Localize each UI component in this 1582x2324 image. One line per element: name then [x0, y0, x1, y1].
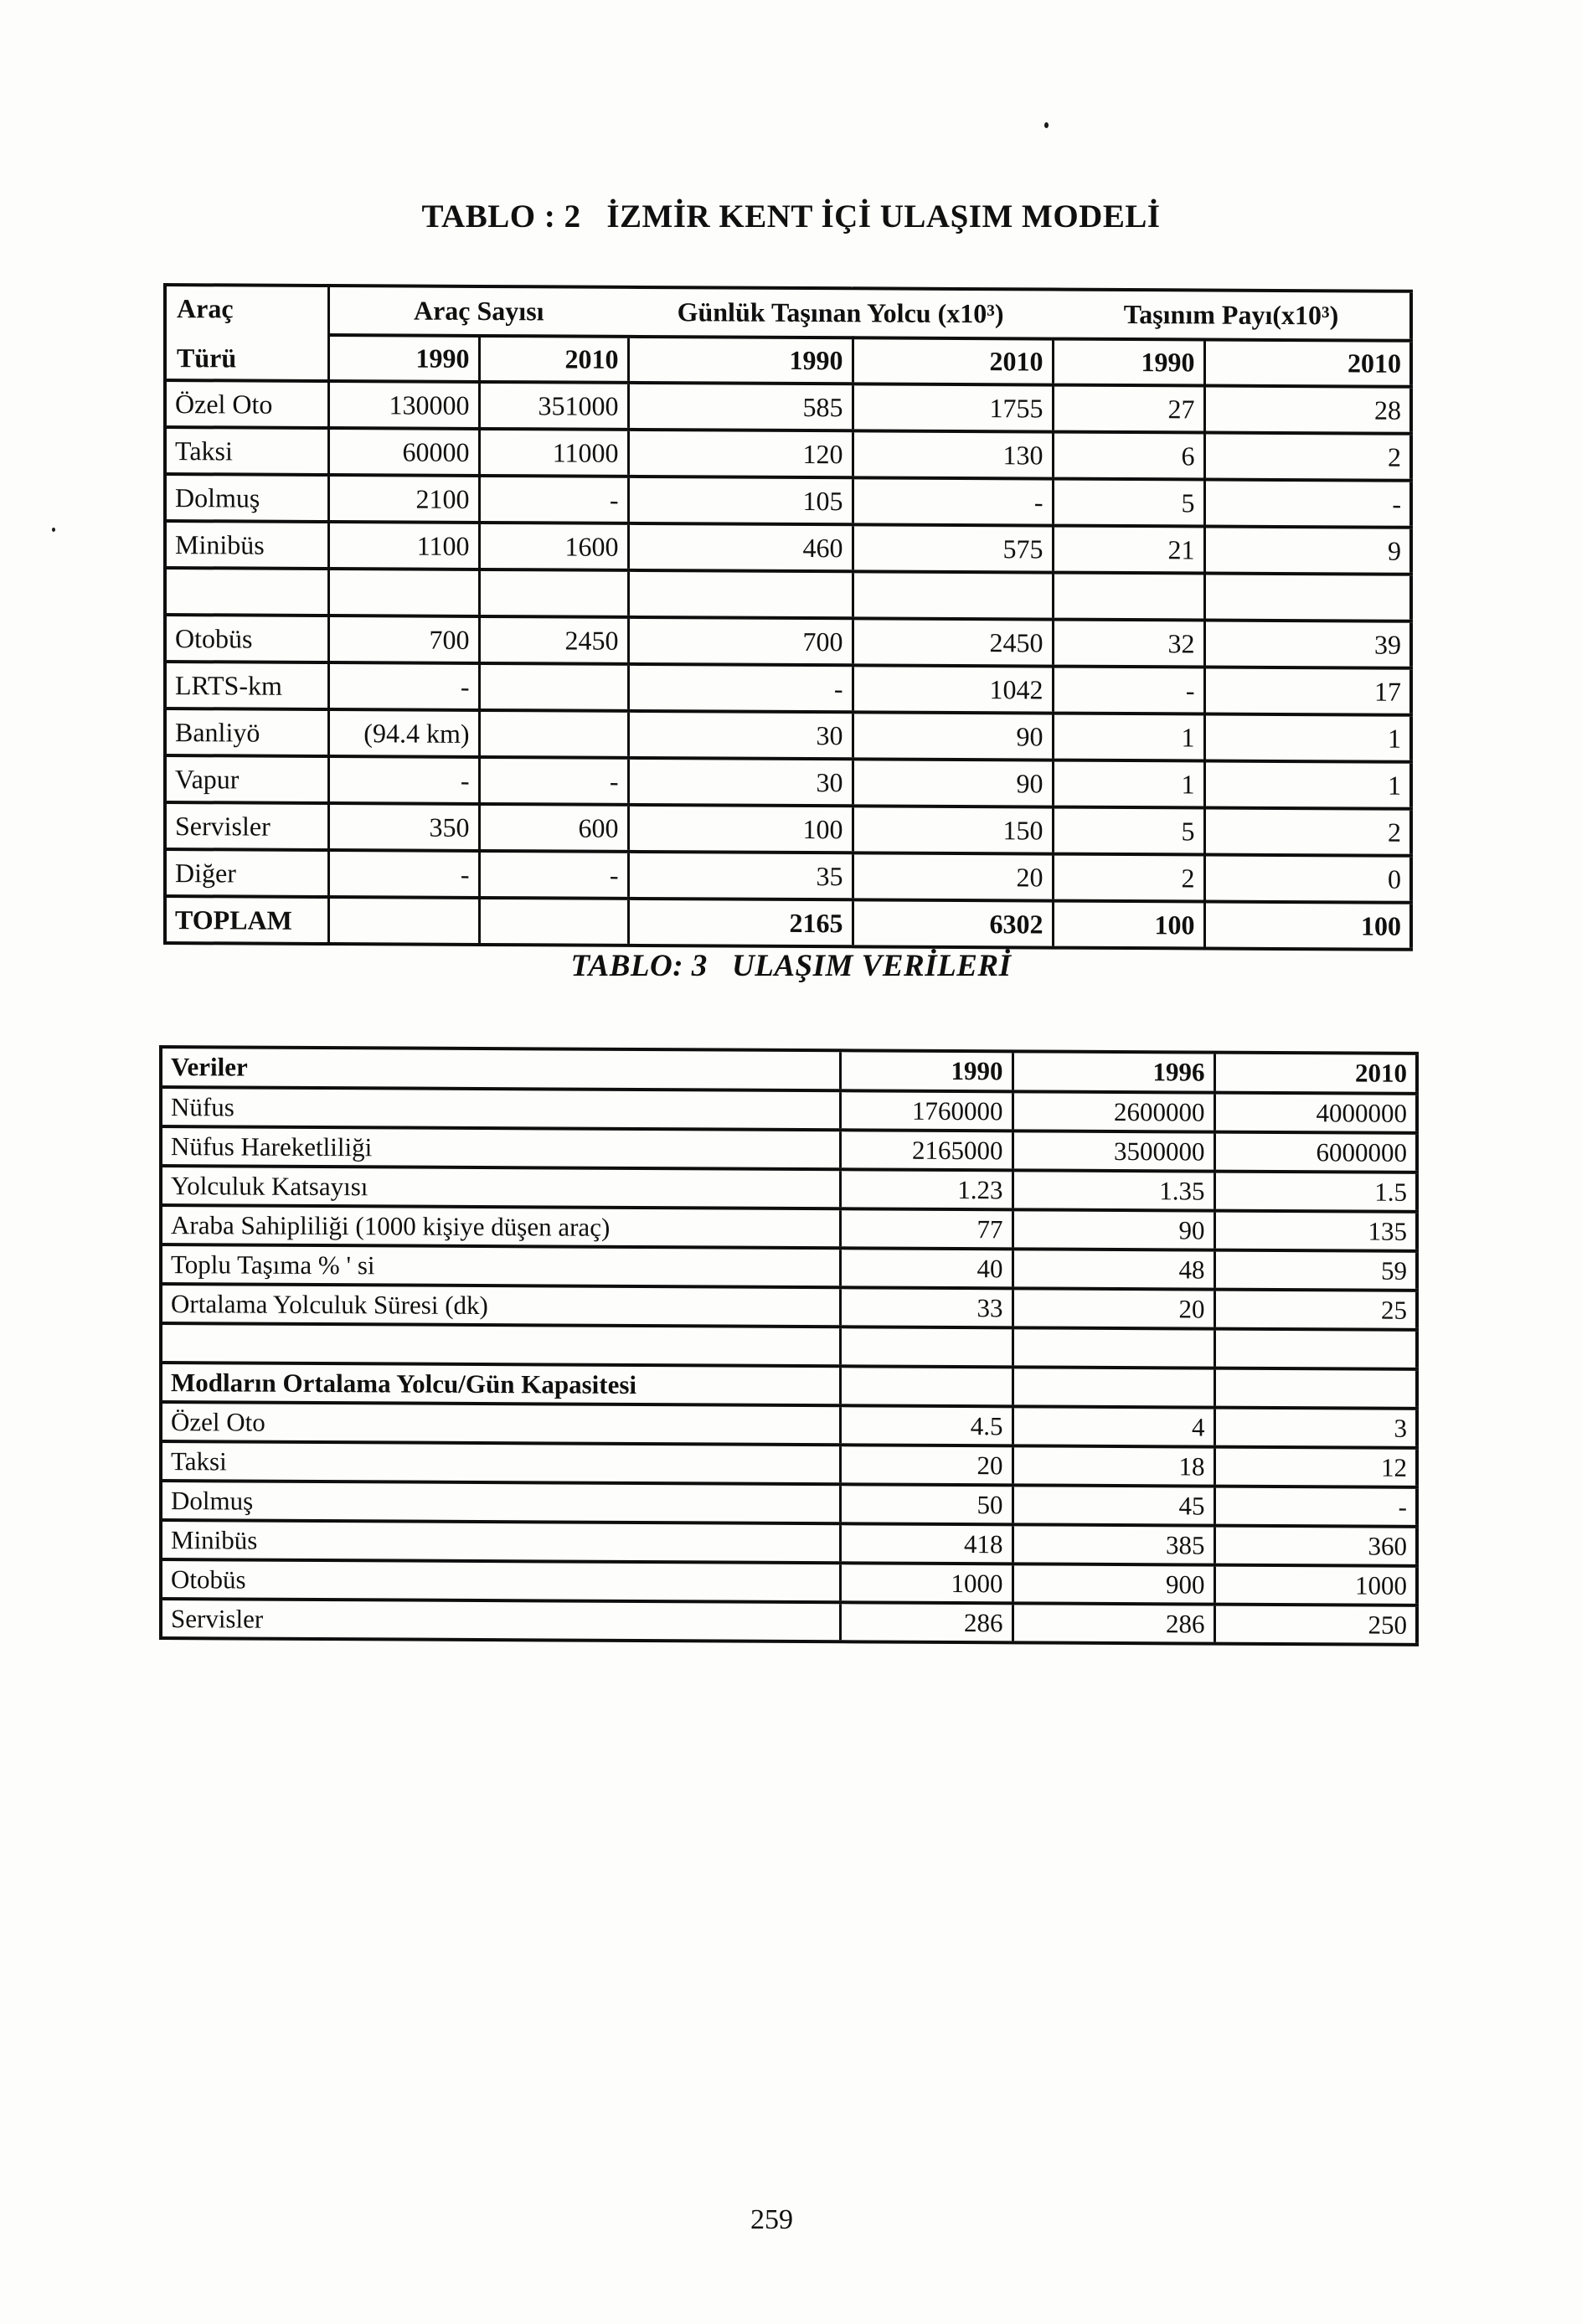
table-cell: 27	[1053, 385, 1204, 433]
table-cell: 5	[1053, 807, 1204, 855]
table-cell	[1053, 573, 1204, 621]
table-cell: 700	[328, 616, 479, 663]
table-row	[165, 521, 1411, 575]
table-cell: 2	[1053, 854, 1204, 902]
row-label	[165, 568, 328, 616]
row-label: Modların Ortalama Yolcu/Gün Kapasitesi	[161, 1363, 840, 1405]
table-cell: 585	[628, 383, 853, 430]
table-cell: 28	[1204, 386, 1411, 434]
group-header-share: Taşınım Payı(x10³)	[1053, 290, 1411, 341]
table-cell: 2165	[628, 899, 853, 946]
table-cell: 460	[628, 523, 853, 571]
table-row	[161, 1599, 1417, 1645]
table-cell: 350	[328, 803, 479, 851]
table-cell: 600	[479, 804, 628, 852]
row-label: Taksi	[161, 1441, 840, 1484]
table-cell	[479, 898, 628, 946]
table-cell: 2450	[479, 616, 628, 664]
row-label: Otobüs	[161, 1559, 840, 1602]
table-row	[161, 1520, 1417, 1566]
table-cell	[1214, 1329, 1417, 1369]
table-cell: 2600000	[1013, 1091, 1214, 1131]
table-cell: 12	[1214, 1447, 1417, 1487]
year-header: 1990	[628, 337, 853, 384]
table-cell: -	[1214, 1487, 1417, 1527]
row-label: Nüfus	[161, 1087, 840, 1130]
table-cell	[479, 663, 628, 711]
table-cell: 3	[1214, 1408, 1417, 1448]
table-cell: 90	[1013, 1209, 1214, 1250]
table-cell: -	[328, 662, 479, 710]
row-label: Taksi	[165, 427, 328, 475]
group-header-vehicle-count: Araç Sayısı	[328, 286, 628, 337]
table-cell: 4	[1013, 1406, 1214, 1446]
table-cell: 21	[1053, 526, 1204, 574]
table-row	[165, 474, 1411, 528]
table-row	[165, 427, 1411, 481]
table-cell	[328, 569, 479, 616]
table-cell: 20	[1013, 1288, 1214, 1328]
corner-label-line2: Türü	[177, 343, 237, 374]
table-cell	[1013, 1327, 1214, 1368]
table-cell	[1204, 574, 1411, 621]
table-cell: 1000	[840, 1563, 1013, 1603]
table-cell: 418	[840, 1523, 1013, 1564]
table-row	[165, 802, 1411, 856]
year-header: 2010	[1204, 340, 1411, 387]
row-label: Yolculuk Katsayısı	[161, 1166, 840, 1208]
row-label: Vapur	[165, 755, 328, 803]
table-row	[165, 755, 1411, 809]
transport-data-table	[159, 1045, 1419, 1646]
table-row	[161, 1559, 1417, 1605]
row-label: Ortalama Yolculuk Süresi (dk)	[161, 1284, 840, 1327]
table-cell: 120	[628, 430, 853, 477]
table-cell: 5	[1053, 479, 1204, 527]
table-cell: 4.5	[840, 1405, 1013, 1445]
data-header: Veriler	[161, 1047, 840, 1090]
row-label: LRTS-km	[165, 662, 328, 709]
row-label: Banliyö	[165, 709, 328, 756]
row-label: Araba Sahipliliği (1000 kişiye düşen araç)	[161, 1205, 840, 1248]
table-row	[161, 1087, 1417, 1133]
row-label: Toplu Taşıma % ' si	[161, 1244, 840, 1287]
row-label: Servisler	[161, 1599, 840, 1641]
table-cell: -	[853, 477, 1053, 525]
table-cell: 60000	[328, 428, 479, 476]
table-cell: 48	[1013, 1249, 1214, 1289]
table-row	[161, 1402, 1417, 1448]
table-cell: -	[479, 476, 628, 523]
table-cell: -	[328, 850, 479, 898]
table-cell	[853, 571, 1053, 619]
table-cell: 3500000	[1013, 1131, 1214, 1171]
table-cell	[840, 1327, 1013, 1367]
page-number: 259	[750, 2204, 793, 2235]
scan-speck	[52, 528, 55, 532]
table-cell: 59	[1214, 1250, 1417, 1291]
table-row	[161, 1166, 1417, 1212]
table-cell: 1600	[479, 523, 628, 570]
row-label: Nüfus Hareketliliği	[161, 1126, 840, 1169]
table-cell: 100	[1053, 901, 1204, 949]
table-cell: 39	[1204, 621, 1411, 668]
table-cell: 1000	[1214, 1565, 1417, 1605]
year-header: 2010	[1214, 1053, 1417, 1094]
table-cell: (94.4 km)	[328, 709, 479, 757]
table-cell: 20	[840, 1445, 1013, 1485]
table-cell: -	[479, 757, 628, 805]
table-cell: 11000	[479, 429, 628, 477]
table-cell: 1.5	[1214, 1172, 1417, 1212]
table-cell: 30	[628, 758, 853, 806]
year-header: 2010	[479, 336, 628, 383]
izmir-transport-model-table	[163, 283, 1413, 951]
table-cell: 130000	[328, 381, 479, 429]
table-row	[161, 1323, 1417, 1369]
corner-label-line1: Araç	[177, 293, 234, 324]
corner-header-cell	[165, 285, 328, 381]
table-cell: 1	[1053, 760, 1204, 808]
table-cell: 6302	[853, 899, 1053, 947]
row-label: Dolmuş	[161, 1481, 840, 1523]
table-row	[161, 1441, 1417, 1487]
table-cell: 286	[1013, 1603, 1214, 1643]
table-cell	[479, 710, 628, 758]
table-cell: 1.35	[1013, 1170, 1214, 1210]
table-cell: 100	[628, 805, 853, 853]
table-row	[161, 1363, 1417, 1409]
year-header: 1990	[1053, 339, 1204, 386]
table-cell: 33	[840, 1287, 1013, 1327]
table-cell	[628, 570, 853, 618]
table-row	[161, 1244, 1417, 1291]
table-cell: 2450	[853, 618, 1053, 666]
table-cell: 90	[853, 712, 1053, 760]
row-label: Dolmuş	[165, 474, 328, 522]
table-cell: 150	[853, 806, 1053, 853]
table-cell: 25	[1214, 1290, 1417, 1330]
table-cell: 30	[628, 711, 853, 759]
table-cell	[328, 897, 479, 945]
table-3-title: TABLO: 3 ULAŞIM VERİLERİ	[570, 949, 1012, 983]
table-cell: -	[1204, 480, 1411, 528]
table-cell: 32	[1053, 620, 1204, 667]
table-cell: 1.23	[840, 1169, 1013, 1209]
table-cell: 2100	[328, 475, 479, 523]
table-cell: 6	[1053, 432, 1204, 480]
table-cell: 1760000	[840, 1090, 1013, 1131]
table-cell: 135	[1214, 1211, 1417, 1251]
row-label	[161, 1323, 840, 1366]
table-cell: 2	[1204, 808, 1411, 856]
table-cell: 700	[628, 617, 853, 665]
table-cell: 286	[840, 1602, 1013, 1642]
table-cell: 50	[840, 1484, 1013, 1524]
table-cell: 2165000	[840, 1130, 1013, 1170]
table-cell: 4000000	[1214, 1093, 1417, 1133]
row-label: Servisler	[165, 802, 328, 850]
table-row	[165, 380, 1411, 434]
table-header-row	[165, 285, 1411, 341]
table-cell: 90	[853, 759, 1053, 806]
table-cell: 18	[1013, 1445, 1214, 1486]
table-cell: 1755	[853, 384, 1053, 431]
year-header: 2010	[853, 338, 1053, 384]
table-cell: -	[1053, 667, 1204, 714]
table-cell: 2	[1204, 433, 1411, 481]
table-row	[165, 709, 1411, 762]
table-year-row	[165, 334, 1411, 387]
table-cell: -	[479, 851, 628, 899]
table-cell: 77	[840, 1208, 1013, 1249]
table-2-title: TABLO : 2 İZMİR KENT İÇİ ULAŞIM MODELİ	[421, 198, 1161, 234]
table-cell: 250	[1214, 1605, 1417, 1645]
table-cell	[479, 569, 628, 617]
table-row	[165, 615, 1411, 668]
table-cell: 0	[1204, 855, 1411, 903]
table-cell: 100	[1204, 902, 1411, 950]
row-label: Otobüs	[165, 615, 328, 662]
row-label: Minibüs	[161, 1520, 840, 1563]
year-header: 1990	[840, 1050, 1013, 1091]
row-label: Diğer	[165, 849, 328, 897]
table-row	[165, 568, 1411, 621]
table-cell: 20	[853, 853, 1053, 900]
table-cell: 1	[1204, 714, 1411, 762]
table-header-row	[161, 1047, 1417, 1094]
scan-speck	[1044, 122, 1049, 128]
table-row	[165, 896, 1411, 950]
year-header: 1990	[328, 335, 479, 382]
row-label: Özel Oto	[165, 380, 328, 428]
table-cell: 385	[1013, 1524, 1214, 1564]
table-cell: 40	[840, 1248, 1013, 1288]
table-cell: 900	[1013, 1564, 1214, 1604]
table-cell: 1	[1204, 761, 1411, 809]
table-cell: 1100	[328, 522, 479, 569]
table-cell: 360	[1214, 1526, 1417, 1566]
table-cell: -	[628, 664, 853, 712]
table-row	[161, 1205, 1417, 1251]
table-row	[161, 1284, 1417, 1330]
table-cell: 351000	[479, 382, 628, 430]
table-cell: 17	[1204, 667, 1411, 715]
table-cell	[840, 1366, 1013, 1406]
table-cell: 6000000	[1214, 1132, 1417, 1172]
table-cell: 45	[1013, 1485, 1214, 1525]
table-row	[161, 1481, 1417, 1527]
row-label: Özel Oto	[161, 1402, 840, 1445]
table-cell	[1214, 1368, 1417, 1409]
table-row	[161, 1126, 1417, 1172]
table-cell: -	[328, 756, 479, 804]
year-header: 1996	[1013, 1051, 1214, 1092]
table-cell: 105	[628, 477, 853, 524]
table-row	[165, 662, 1411, 715]
table-cell: 130	[853, 430, 1053, 478]
row-label: TOPLAM	[165, 896, 328, 944]
table-cell: 575	[853, 524, 1053, 572]
table-cell: 35	[628, 852, 853, 899]
row-label: Minibüs	[165, 521, 328, 569]
group-header-daily-passengers: Günlük Taşınan Yolcu (x10³)	[628, 287, 1053, 339]
table-cell: 1042	[853, 665, 1053, 713]
table-cell: 9	[1204, 527, 1411, 575]
table-cell	[1013, 1367, 1214, 1407]
table-row	[165, 849, 1411, 903]
table-cell: 1	[1053, 714, 1204, 761]
